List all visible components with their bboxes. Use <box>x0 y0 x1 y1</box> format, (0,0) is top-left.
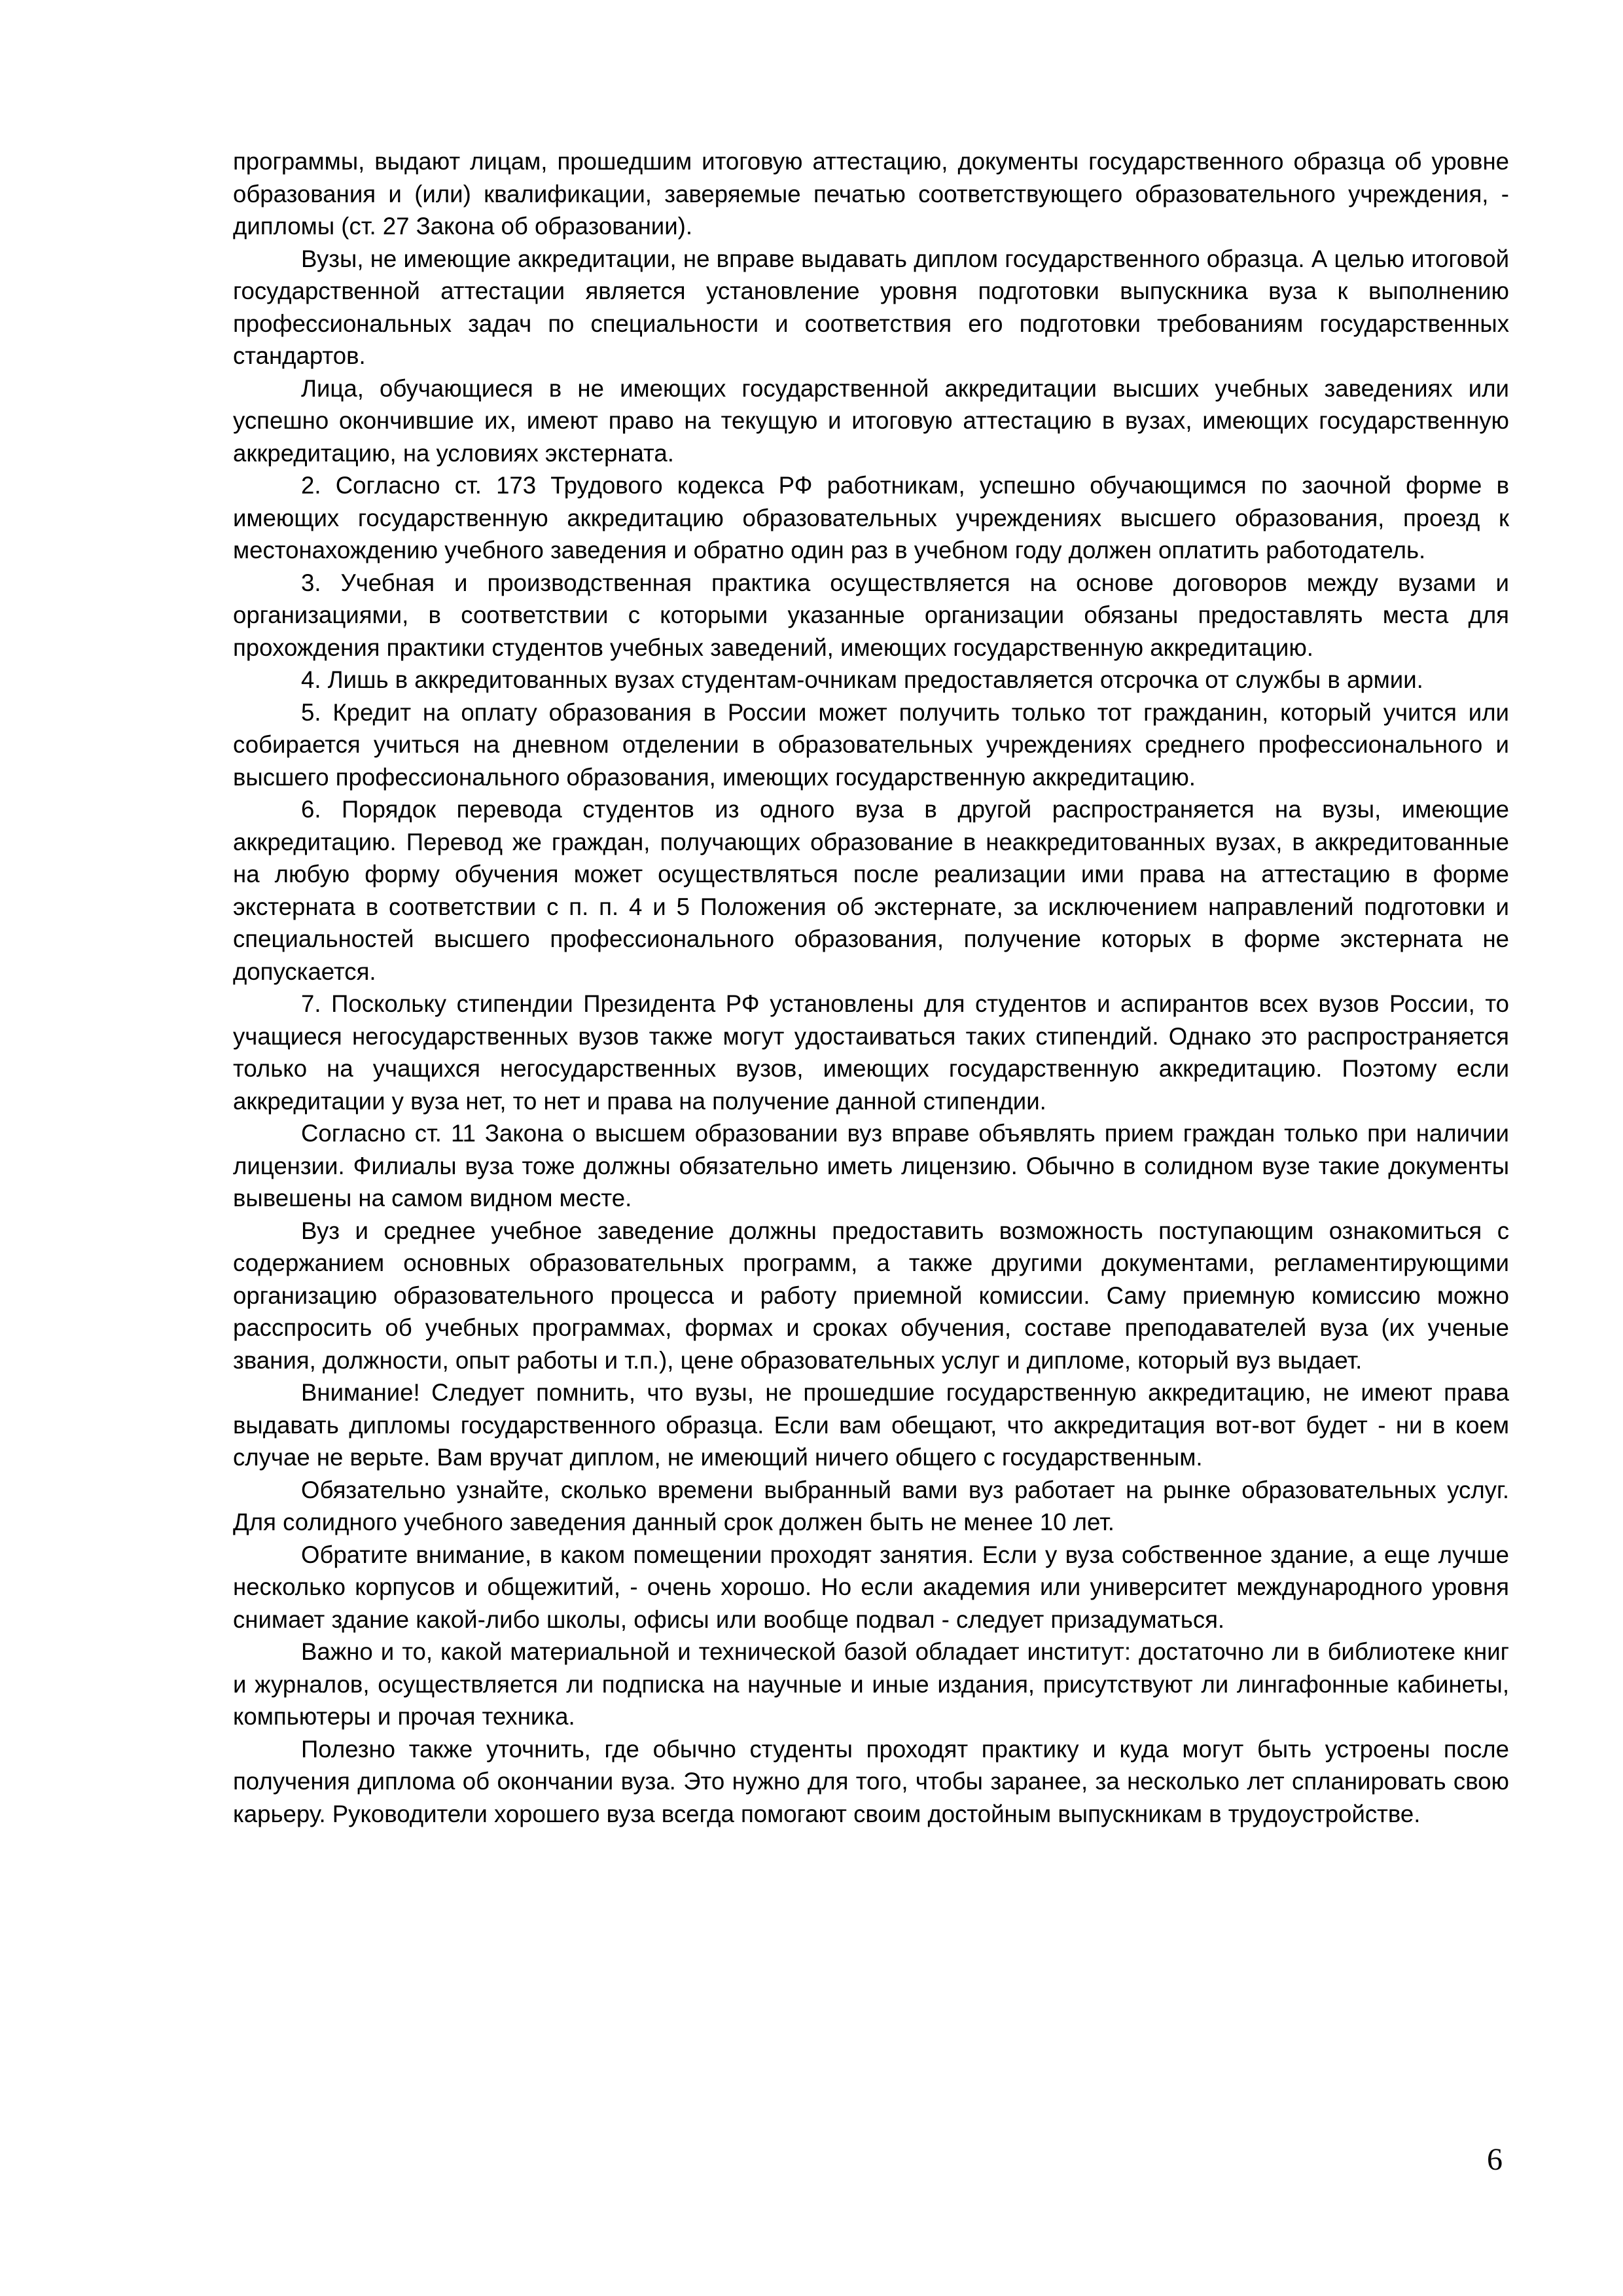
paragraph: 5. Кредит на оплату образования в России может получить только тот гражданин, который учится или собирается учиться на дневном отделении в образовательных учреждениях среднего профессионального и высшего профессионального образования, имеющих государственную аккредитацию. <box>233 698 1509 791</box>
page-number: 6 <box>1487 2142 1503 2177</box>
paragraph: Внимание! Следует помнить, что вузы, не прошедшие государственную аккредитацию, не имеют права выдавать дипломы государственного образца. Если вам обещают, что аккредитация вот-вот будет - ни в коем случае не верьте. Вам вручат диплом, не имеющий ничего общего с государственным. <box>233 1379 1509 1471</box>
paragraph: Обратите внимание, в каком помещении проходят занятия. Если у вуза собственное здание, а еще лучше несколько корпусов и общежитий, - очень хорошо. Но если академия или университет международного уровня снимает здание какой-либо школы, офисы или вообще подвал - следует призадуматься. <box>233 1541 1509 1633</box>
paragraph: Согласно ст. 11 Закона о высшем образовании вуз вправе объявлять прием граждан только при наличии лицензии. Филиалы вуза тоже должны обязательно иметь лицензию. Обычно в солидном вузе такие документы вывешены на самом видном месте. <box>233 1120 1509 1211</box>
paragraph: 6. Порядок перевода студентов из одного вуза в другой распространяется на вузы, имеющие аккредитацию. Перевод же граждан, получающих образование в неаккредитованных вузах, в аккредитованные на любую форму обучения может осуществляться после реализации ими права на аттестацию в форме экстерната в соответствии с п. п. 4 и 5 Положения об экстернате, за исключением направлений подготовки и специальностей высшего профессионального образования, получение которых в форме экстерната не допускается. <box>233 796 1509 985</box>
document-body <box>233 145 1509 1830</box>
paragraph: 3. Учебная и производственная практика осуществляется на основе договоров между вузами и организациями, в соответствии с которыми указанные организации обязаны предоставлять места для прохождения практики студентов учебных заведений, имеющих государственную аккредитацию. <box>233 569 1509 661</box>
paragraph: Вуз и среднее учебное заведение должны предоставить возможность поступающим ознакомиться с содержанием основных образовательных программ, а также другими документами, регламентирующими организацию образовательного процесса и работу приемной комиссии. Саму приемную комиссию можно расспросить об учебных программах, формах и сроках обучения, составе преподавателей вуза (их ученые звания, должности, опыт работы и т.п.), цене образовательных услуг и дипломе, который вуз выдает. <box>233 1217 1509 1374</box>
paragraph: Обязательно узнайте, сколько времени выбранный вами вуз работает на рынке образовательных услуг. Для солидного учебного заведения данный срок должен быть не менее 10 лет. <box>233 1476 1509 1535</box>
paragraph: программы, выдают лицам, прошедшим итоговую аттестацию, документы государственного образца об уровне образования и (или) квалификации, заверяемые печатью соответствующего образовательного учреждения, - дипломы (ст. 27 Закона об образовании). <box>233 148 1509 240</box>
paragraph: Лица, обучающиеся в не имеющих государственной аккредитации высших учебных заведениях или успешно окончившие их, имеют право на текущую и итоговую аттестацию в вузах, имеющих государственную аккредитацию, на условиях экстерната. <box>233 374 1509 467</box>
paragraph: 7. Поскольку стипендии Президента РФ установлены для студентов и аспирантов всех вузов России, то учащиеся негосударственных вузов также могут удостаиваться таких стипендий. Однако это распространяется только на учащихся негосударственных вузов, имеющих государственную аккредитацию. Поэтому если аккредитации у вуза нет, то нет и права на получение данной стипендии. <box>233 990 1509 1115</box>
paragraph: Полезно также уточнить, где обычно студенты проходят практику и куда могут быть устроены после получения диплома об окончании вуза. Это нужно для того, чтобы заранее, за несколько лет спланировать свою карьеру. Руководители хорошего вуза всегда помогают своим достойным выпускникам в трудоустройстве. <box>233 1735 1509 1827</box>
paragraph: Важно и то, какой материальной и технической базой обладает институт: достаточно ли в библиотеке книг и журналов, осуществляется ли подписка на научные и иные издания, присутствуют ли лингафонные кабинеты, компьютеры и прочая техника. <box>233 1638 1509 1730</box>
paragraph: 2. Согласно ст. 173 Трудового кодекса РФ работникам, успешно обучающимся по заочной форме в имеющих государственную аккредитацию образовательных учреждениях высшего образования, проезд к местонахождению учебного заведения и обратно один раз в учебном году должен оплатить работодатель. <box>233 472 1509 564</box>
paragraph: Вузы, не имеющие аккредитации, не вправе выдавать диплом государственного образца. А целью итоговой государственной аттестации является установление уровня подготовки выпускника вуза к выполнению профессиональных задач по специальности и соответствия его подготовки требованиям государственных стандартов. <box>233 245 1509 369</box>
paragraph: 4. Лишь в аккредитованных вузах студентам-очникам предоставляется отсрочка от службы в армии. <box>301 666 1423 693</box>
